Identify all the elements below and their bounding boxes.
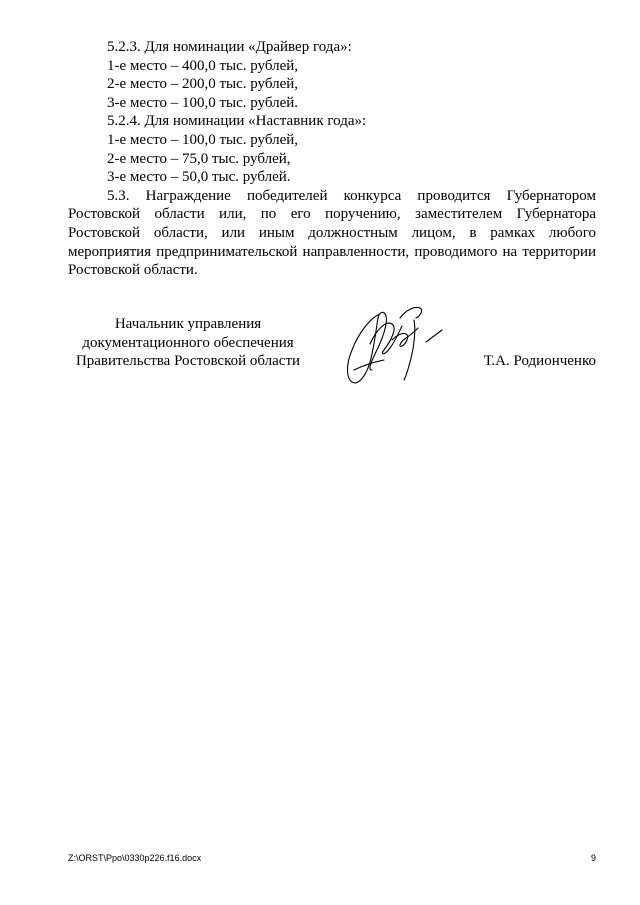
- page-number: 9: [590, 853, 596, 863]
- paragraph-5-2-3: 5.2.3. Для номинации «Драйвер года»:: [107, 39, 352, 55]
- list-item: 2-е место – 75,0 тыс. рублей,: [107, 150, 291, 167]
- handwritten-signature: [340, 300, 450, 392]
- paragraph-5-2-4: 5.2.4. Для номинации «Наставник года»:: [107, 113, 367, 130]
- signatory-title-line: Начальник управления: [114, 316, 262, 332]
- signatory-title: [68, 315, 308, 371]
- signatory-title-line: Правительства Ростовской области: [75, 353, 301, 370]
- footer-file-path: Z:\ORST\Ppo\0330p226.f16.docx: [68, 853, 202, 863]
- signatory-title-line: документационного обеспечения: [82, 334, 294, 351]
- document-body: [68, 38, 596, 280]
- signatory-name: Т.А. Родионченко: [483, 353, 596, 369]
- list-item: 3-е место – 100,0 тыс. рублей.: [107, 94, 299, 111]
- list-item: 1-е место – 400,0 тыс. рублей,: [107, 57, 299, 74]
- list-item: 3-е место – 50,0 тыс. рублей.: [107, 169, 291, 186]
- list-item: 1-е место – 100,0 тыс. рублей,: [107, 131, 299, 148]
- list-item: 2-е место – 200,0 тыс. рублей,: [107, 76, 299, 93]
- signature-block: [68, 315, 596, 405]
- paragraph-5-3: 5.3. Награждение победителей конкурса проводится Губернатором Ростовской области или, по его поручению, заместителем Губернатора Ростовской области, или иным должностным лицом, в рамках любого мероприятия предпринимательской направленности, проводимого на территории Ростовской области.: [68, 187, 596, 279]
